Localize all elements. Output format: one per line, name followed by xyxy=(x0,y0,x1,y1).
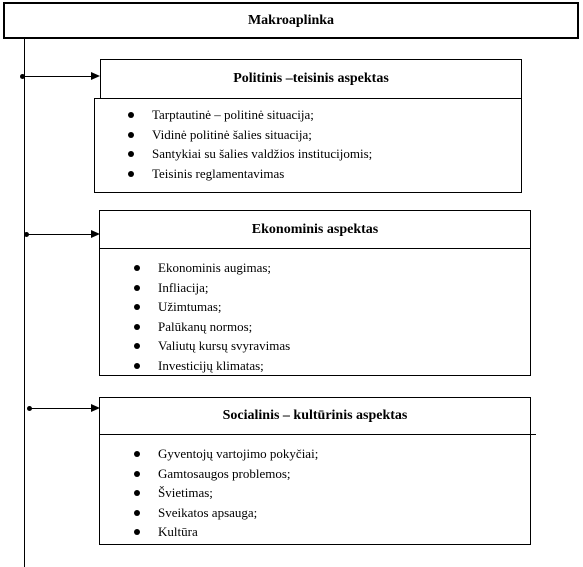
bullet-icon xyxy=(134,490,140,496)
list-item: Kultūra xyxy=(158,522,318,542)
economic-title-box xyxy=(99,210,531,249)
bullet-icon xyxy=(128,171,134,177)
list-item: Gyventojų vartojimo pokyčiai; xyxy=(158,444,318,464)
political-title: Politinis –teisinis aspektas xyxy=(233,71,389,86)
bullet-icon xyxy=(134,324,140,330)
header-box xyxy=(3,2,579,39)
political-title-box xyxy=(100,59,522,99)
list-item: Teisinis reglamentavimas xyxy=(152,164,372,184)
list-item: Valiutų kursų svyravimas xyxy=(158,336,290,356)
arrow-political-icon xyxy=(91,72,100,80)
divider-line xyxy=(531,434,536,435)
list-item: Vidinė politinė šalies situacija; xyxy=(152,125,372,145)
list-item: Santykiai su šalies valdžios institucijomis; xyxy=(152,144,372,164)
political-items-box xyxy=(94,98,522,193)
bullet-icon xyxy=(134,471,140,477)
list-item: Palūkanų normos; xyxy=(158,317,290,337)
connector-line-political xyxy=(24,76,92,77)
list-item: Tarptautinė – politinė situacija; xyxy=(152,105,372,125)
bullet-icon xyxy=(134,451,140,457)
social-items-list xyxy=(158,444,318,542)
bullet-icon xyxy=(134,265,140,271)
economic-title: Ekonominis aspektas xyxy=(251,221,379,237)
social-items-box xyxy=(99,434,531,545)
bullet-icon xyxy=(134,510,140,516)
bullet-icon xyxy=(134,343,140,349)
main-connector-line xyxy=(24,39,25,567)
connector-line-economic xyxy=(28,234,92,235)
bullet-icon xyxy=(128,112,134,118)
economic-items-list xyxy=(158,258,290,375)
list-item: Švietimas; xyxy=(158,483,318,503)
bullet-icon xyxy=(134,529,140,535)
social-title-box xyxy=(99,397,531,435)
bullet-icon xyxy=(134,304,140,310)
list-item: Gamtosaugos problemos; xyxy=(158,464,318,484)
list-item: Sveikatos apsauga; xyxy=(158,503,318,523)
social-title: Socialinis – kultūrinis aspektas xyxy=(222,408,408,423)
bullet-icon xyxy=(128,132,134,138)
bullet-icon xyxy=(128,151,134,157)
connector-line-social xyxy=(31,408,92,409)
political-items-list xyxy=(152,105,372,183)
economic-items-box xyxy=(99,248,531,376)
list-item: Infliacija; xyxy=(158,278,290,298)
list-item: Užimtumas; xyxy=(158,297,290,317)
list-item: Ekonominis augimas; xyxy=(158,258,290,278)
header-title: Makroaplinka xyxy=(247,12,335,28)
bullet-icon xyxy=(134,285,140,291)
list-item: Investicijų klimatas; xyxy=(158,356,290,376)
bullet-icon xyxy=(134,363,140,369)
